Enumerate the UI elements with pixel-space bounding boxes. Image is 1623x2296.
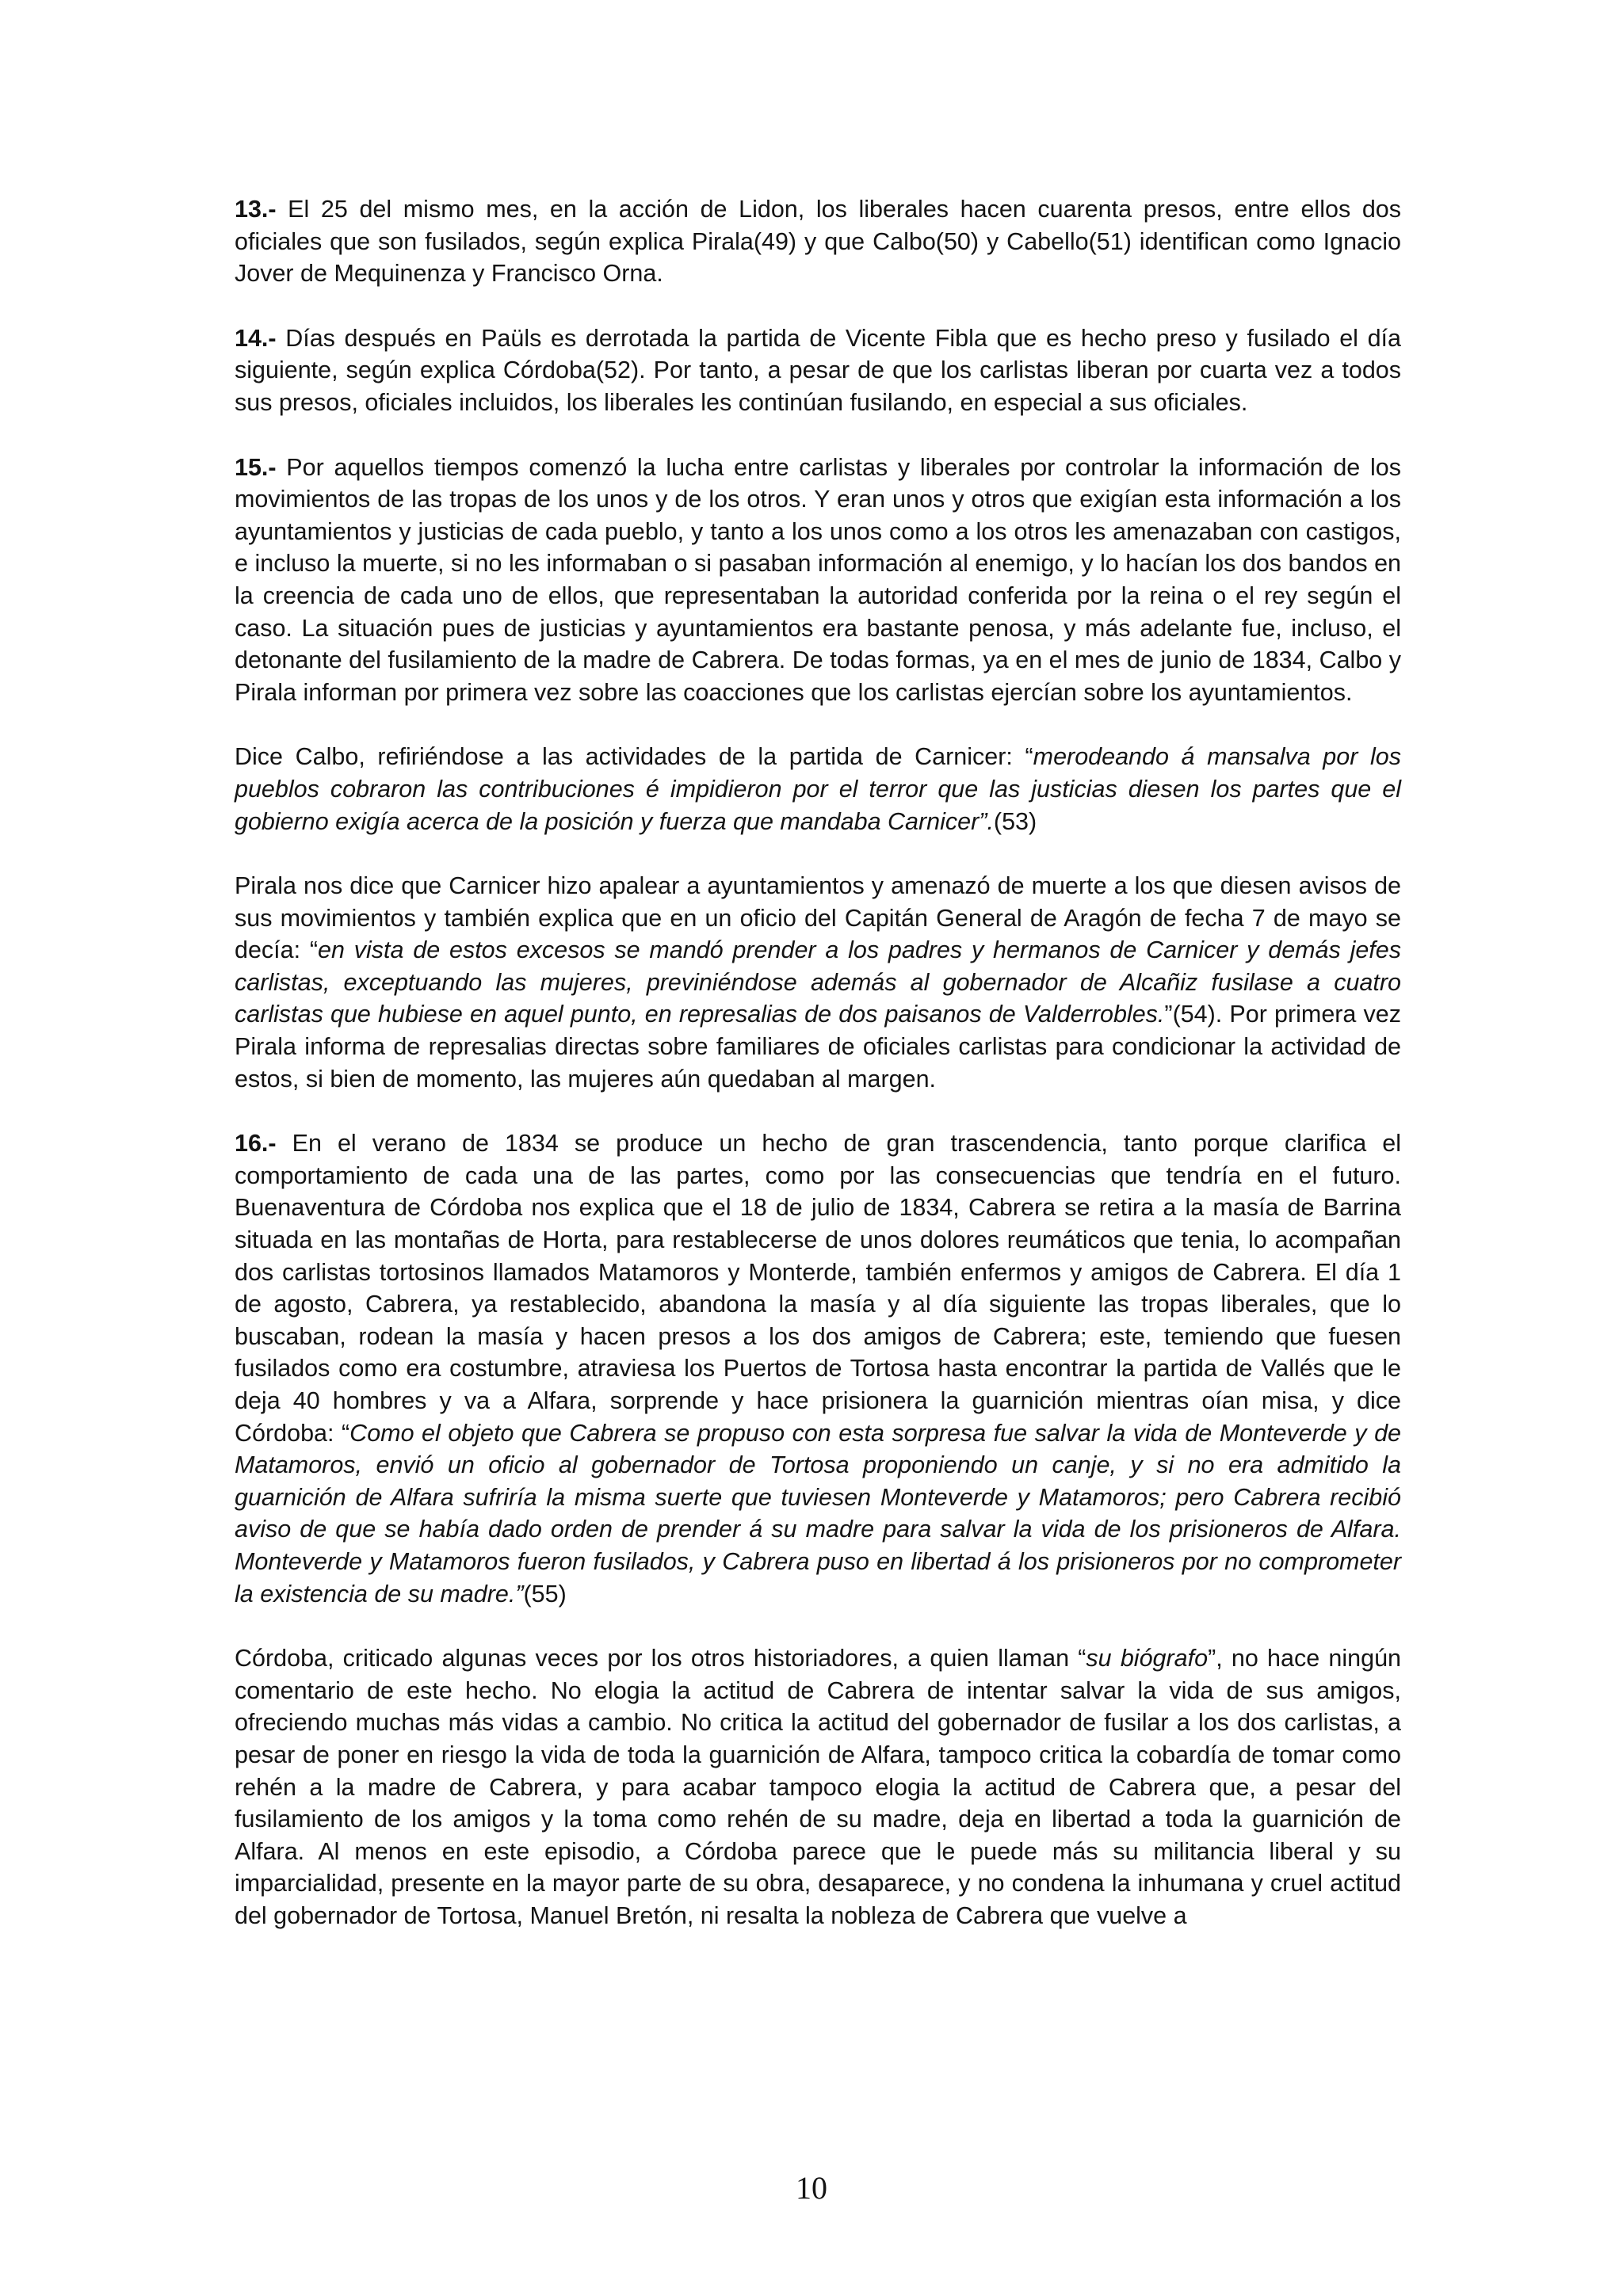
paragraph-14: [235, 322, 1401, 419]
footnote-ref: (55): [523, 1580, 567, 1608]
paragraph-number: 13.-: [235, 196, 277, 223]
footnote-ref: (53): [993, 807, 1037, 835]
paragraph-text: El 25 del mismo mes, en la acción de Lidon, los liberales hacen cuarenta presos, entre ellos dos oficiales que son fusilados, según explica Pirala(49) y que Calbo(50) y Cabello(51) identifican como Ignacio Jover de Mequinenza y Francisco Orna.: [235, 196, 1401, 288]
quotation-text: su biógrafo: [1086, 1645, 1209, 1672]
paragraph-number: 14.-: [235, 324, 277, 352]
quotation-text: en vista de estos excesos se mandó prender a los padres y hermanos de Carnicer y demás jefes carlistas, exceptuando las mujeres, previniéndose además al gobernador de Alcañiz fusilase a cuatro carlistas que hubiese en aquel punto, en represalias de dos paisanos de Valderrobles.: [235, 936, 1401, 1028]
paragraph-16: [235, 1127, 1401, 1610]
document-body: [235, 193, 1401, 1965]
paragraph-text: Córdoba, criticado algunas veces por los otros historiadores, a quien llaman “: [235, 1645, 1086, 1672]
paragraph-text: Dice Calbo, refiriéndose a las actividades de la partida de Carnicer: “: [235, 743, 1033, 771]
paragraph-15: [235, 452, 1401, 709]
paragraph-cordoba-critique: [235, 1642, 1401, 1932]
paragraph-text: ”(54). Por primera vez Pirala informa de represalias directas sobre familiares de oficiales carlistas para condicionar la actividad de estos, si bien de momento, las mujeres aún quedaban al margen.: [235, 1001, 1402, 1093]
paragraph-text: En el verano de 1834 se produce un hecho de gran trascendencia, tanto porque clarifica el comportamiento de cada una de las partes, como por las consecuencias que tendría en el futuro. Buenaventura de Córdoba nos explica que el 18 de julio de 1834, Cabrera se retira a la masía de Barrina situada en las montañas de Horta, para restablecerse de unos dolores reumáticos que tenia, lo acompañan dos carlistas tortosinos llamados Matamoros y Monterde, también enfermos y amigos de Cabrera. El día 1 de agosto, Cabrera, ya restablecido, abandona la masía y al día siguiente las tropas liberales, que lo buscaban, rodean la masía y hacen presos a los dos amigos de Cabrera; este, temiendo que fuesen fusilados como era costumbre, atraviesa los Puertos de Tortosa hasta encontrar la partida de Vallés que le deja 40 hombres y va a Alfara, sorprende y hace prisionera la guarnición mientras oían misa, y dice Córdoba: “: [235, 1130, 1401, 1447]
paragraph-number: 16.-: [235, 1130, 277, 1158]
quotation-text: merodeando á mansalva por los pueblos cobraron las contribuciones é impidieron por el terror que las justicias diesen los partes que el gobierno exigía acerca de la posición y fuerza que mandaba Carnicer”.: [235, 743, 1401, 835]
paragraph-text: Días después en Paüls es derrotada la partida de Vicente Fibla que es hecho preso y fusilado el día siguiente, según explica Córdoba(52). Por tanto, a pesar de que los carlistas liberan por cuarta vez a todos sus presos, oficiales incluidos, los liberales les continúan fusilando, en especial a sus oficiales.: [235, 324, 1401, 416]
paragraph-text: ”, no hace ningún comentario de este hecho. No elogia la actitud de Cabrera de intentar salvar la vida de sus amigos, ofreciendo muchas más vidas a cambio. No critica la actitud del gobernador de fusilar a los dos carlistas, a pesar de poner en riesgo la vida de toda la guarnición de Alfara, tampoco critica la cobardía de tomar como rehén a la madre de Cabrera, y para acabar tampoco elogia la actitud de Cabrera que, a pesar del fusilamiento de los amigos y la toma como rehén de su madre, deja en libertad a toda la guarnición de Alfara. Al menos en este episodio, a Córdoba parece que le puede más su militancia liberal y su imparcialidad, presente en la mayor parte de su obra, desaparece, y no condena la inhumana y cruel actitud del gobernador de Tortosa, Manuel Bretón, ni resalta la nobleza de Cabrera que vuelve a: [235, 1645, 1401, 1929]
page-number: 10: [796, 2170, 827, 2206]
paragraph-number: 15.-: [235, 453, 277, 481]
paragraph-calbo-quote: [235, 741, 1401, 837]
paragraph-text: Por aquellos tiempos comenzó la lucha entre carlistas y liberales por controlar la información de los movimientos de las tropas de los unos y de los otros. Y eran unos y otros que exigían esta información a los ayuntamientos y justicias de cada pueblo, y tanto a los unos como a los otros les amenazaban con castigos, e incluso la muerte, si no les informaban o si pasaban información al enemigo, y lo hacían los dos bandos en la creencia de cada uno de ellos, que representaban la autoridad conferida por la reina o el rey según el caso. La situación pues de justicias y ayuntamientos era bastante penosa, y más adelante fue, incluso, el detonante del fusilamiento de la madre de Cabrera. De todas formas, ya en el mes de junio de 1834, Calbo y Pirala informan por primera vez sobre las coacciones que los carlistas ejercían sobre los ayuntamientos.: [235, 453, 1401, 706]
paragraph-13: [235, 193, 1401, 290]
paragraph-pirala-quote: [235, 870, 1401, 1095]
quotation-text: Como el objeto que Cabrera se propuso con esta sorpresa fue salvar la vida de Monteverde y de Matamoros, envió un oficio al gobernador de Tortosa proponiendo un canje, y si no era admitido la guarnición de Alfara sufriría la misma suerte que tuviesen Monteverde y Matamoros; pero Cabrera recibió aviso de que se había dado orden de prender á su madre para salvar la vida de los prisioneros de Alfara. Monteverde y Matamoros fueron fusilados, y Cabrera puso en libertad á los prisioneros por no comprometer la existencia de su madre.”: [235, 1419, 1401, 1608]
paragraph-text: Pirala nos dice que Carnicer hizo apalear a ayuntamientos y amenazó de muerte a los que diesen avisos de sus movimientos y también explica que en un oficio del Capitán General de Aragón de fecha 7 de mayo se decía: “: [235, 872, 1401, 964]
